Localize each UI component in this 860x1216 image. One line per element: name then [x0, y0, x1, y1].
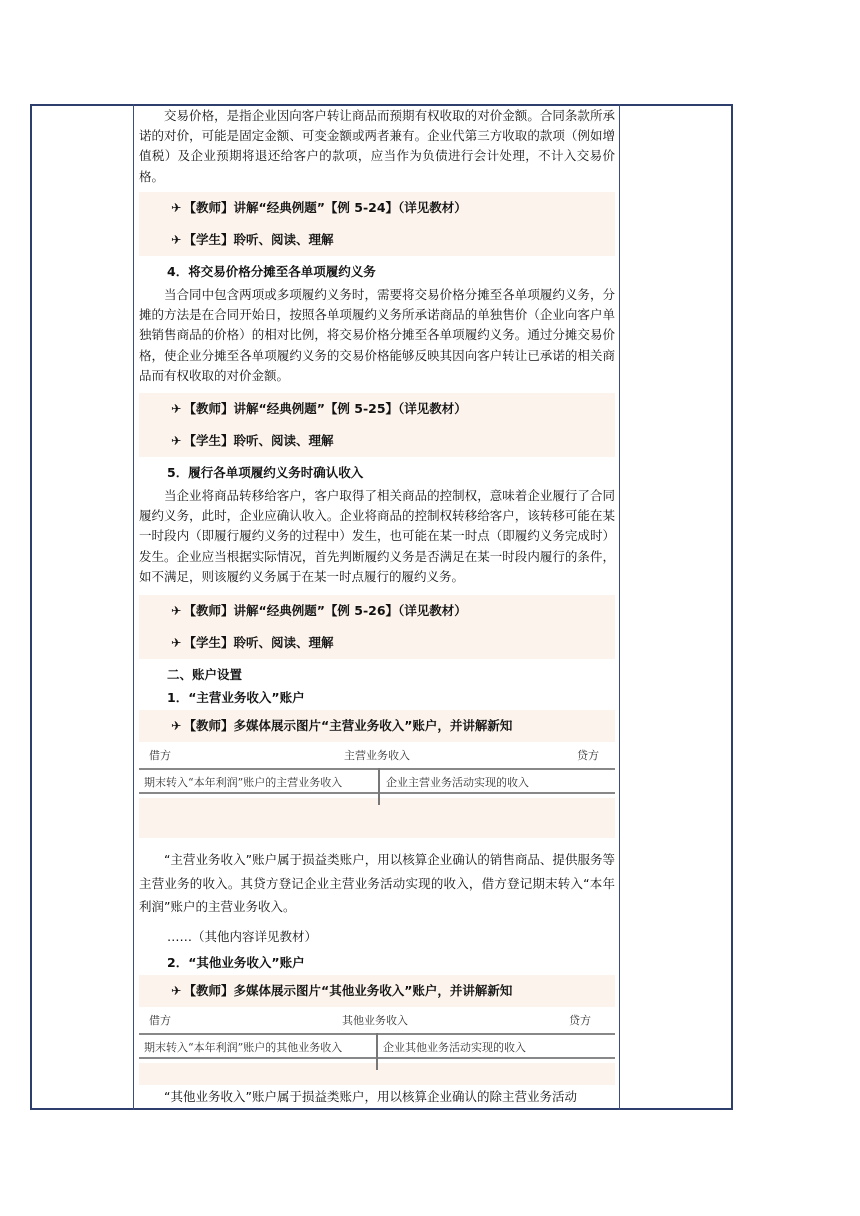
section-heading-accounts: 二、账户设置 — [167, 667, 243, 682]
t-account-divider — [376, 1033, 378, 1070]
para-other-revenue: “其他业务收入”账户属于损益类账户，用以核算企业确认的除主营业务活动 — [164, 1089, 577, 1104]
airplane-icon: ✈ — [171, 603, 182, 618]
bar-text: 【教师】讲解“经典例题”【例 5-25】（详见教材） — [183, 401, 467, 416]
t-account-shade — [139, 798, 615, 838]
airplane-icon: ✈ — [171, 232, 182, 247]
debit-label: 借方 — [149, 1014, 171, 1027]
bar-text: 【教师】讲解“经典例题”【例 5-26】（详见教材） — [183, 603, 467, 618]
para-main-revenue-block — [139, 848, 615, 919]
t-account-other-revenue — [139, 1007, 615, 1085]
teacher-bar-5-26 — [139, 595, 615, 627]
credit-entry: 企业主营业务活动实现的收入 — [386, 776, 529, 789]
student-bar — [139, 224, 615, 256]
column-divider-right — [619, 104, 620, 1110]
t-account-row — [139, 768, 615, 794]
student-bar — [139, 425, 615, 457]
bar-text: 【学生】聆听、阅读、理解 — [183, 433, 334, 448]
bar-text: 【教师】多媒体展示图片“其他业务收入”账户，并讲解新知 — [183, 983, 513, 998]
para-other-revenue-block — [139, 1087, 615, 1107]
subheading-other-revenue: 2．“其他业务收入”账户 — [167, 955, 305, 970]
teacher-bar-main-revenue — [139, 710, 615, 742]
intro-paragraph: 交易价格，是指企业因向客户转让商品而预期有权收取的对价金额。合同条款所承诺的对价，可能是固定金额、可变金额或两者兼有。企业代第三方收取的款项（例如增值税）及企业预期将退还给客户的款项，应当作为负债进行会计处理，不计入交易价格。 — [139, 108, 615, 184]
credit-label: 贷方 — [569, 1014, 591, 1027]
heading-step-5: 5．履行各单项履约义务时确认收入 — [167, 465, 364, 480]
teacher-bar-5-24 — [139, 192, 615, 224]
subheading-main-revenue: 1．“主营业务收入”账户 — [167, 690, 305, 705]
airplane-icon: ✈ — [171, 401, 182, 416]
student-bar — [139, 627, 615, 659]
t-account-header — [139, 742, 615, 768]
bar-text: 【教师】多媒体展示图片“主营业务收入”账户，并讲解新知 — [183, 718, 513, 733]
bar-text: 【教师】讲解“经典例题”【例 5-24】（详见教材） — [183, 200, 467, 215]
para-step-4-block — [139, 285, 615, 386]
debit-entry: 期末转入“本年利润”账户的其他业务收入 — [144, 1041, 343, 1054]
credit-entry: 企业其他业务活动实现的收入 — [383, 1041, 526, 1054]
bar-text: 【学生】聆听、阅读、理解 — [183, 232, 334, 247]
credit-label: 贷方 — [577, 749, 599, 762]
lesson-content — [139, 104, 615, 1108]
teacher-bar-other-revenue — [139, 975, 615, 1007]
para-step-4: 当合同中包含两项或多项履约义务时，需要将交易价格分摊至各单项履约义务，分摊的方法是在合同开始日，按照各单项履约义务所承诺商品的单独售价（企业向客户单独销售商品的价格）的相对比例，将交易价格分摊至各单项履约义务。通过分摊交易价格，使企业分摊至各单项履约义务的交易价格能够反映其因向客户转让已承诺的相关商品而有权收取的对价金额。 — [139, 287, 615, 383]
bar-text: 【学生】聆听、阅读、理解 — [183, 635, 334, 650]
para-step-5: 当企业将商品转移给客户，客户取得了相关商品的控制权，意味着企业履行了合同履约义务，此时，企业应确认收入。企业将商品的控制权转移给客户，该转移可能在某一时段内（即履行履约义务的过程中）发生，也可能在某一时点（即履约义务完成时）发生。企业应当根据实际情况，首先判断履约义务是否满足在某一时段内履行的条件，如不满足，则该履约义务属于在某一时点履行的履约义务。 — [139, 488, 615, 584]
airplane-icon: ✈ — [171, 718, 182, 733]
teacher-bar-5-25 — [139, 393, 615, 425]
airplane-icon: ✈ — [171, 433, 182, 448]
para-step-5-block — [139, 486, 615, 587]
account-title: 主营业务收入 — [344, 749, 410, 762]
para-main-revenue: “主营业务收入”账户属于损益类账户，用以核算企业确认的销售商品、提供服务等主营业务的收入。其贷方登记企业主营业务活动实现的收入，借方登记期末转入“本年利润”账户的主营业务收入。 — [139, 852, 615, 914]
column-divider-left — [133, 104, 134, 1110]
debit-entry: 期末转入“本年利润”账户的主营业务收入 — [144, 776, 343, 789]
airplane-icon: ✈ — [171, 983, 182, 998]
airplane-icon: ✈ — [171, 200, 182, 215]
heading-step-4: 4．将交易价格分摊至各单项履约义务 — [167, 264, 376, 279]
debit-label: 借方 — [149, 749, 171, 762]
t-account-main-revenue — [139, 742, 615, 838]
see-textbook-note: ……（其他内容详见教材） — [167, 929, 318, 944]
intro-block — [139, 106, 615, 187]
account-title: 其他业务收入 — [342, 1014, 408, 1027]
airplane-icon: ✈ — [171, 635, 182, 650]
t-account-divider — [378, 768, 380, 805]
t-account-header — [139, 1007, 615, 1033]
